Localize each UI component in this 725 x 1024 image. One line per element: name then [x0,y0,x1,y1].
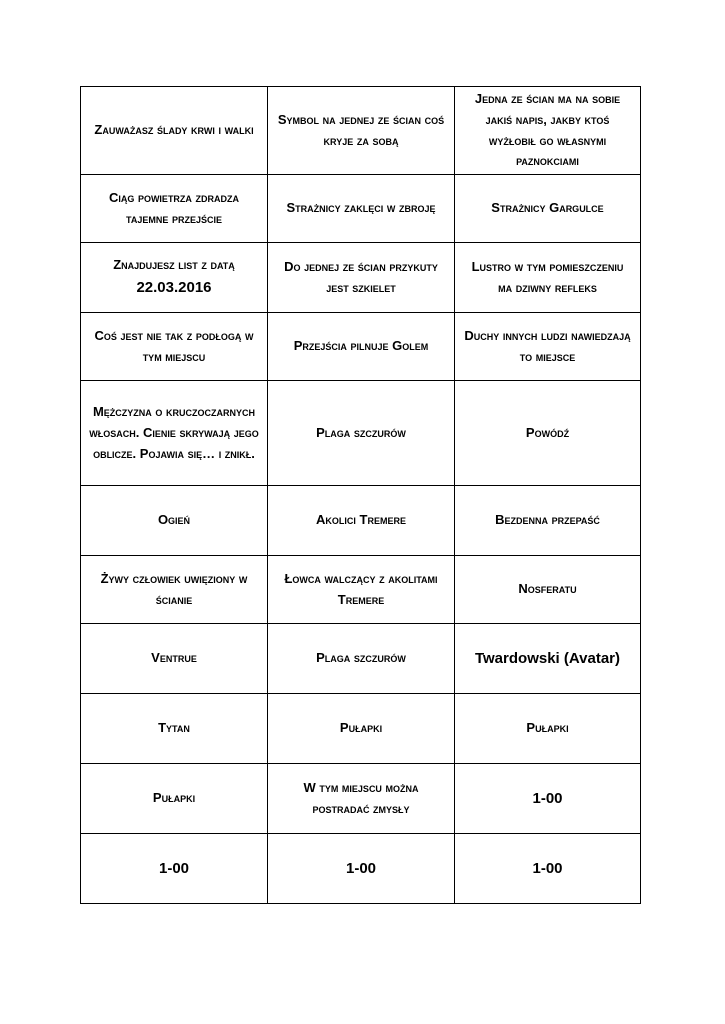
cell-r11-c2: 1-00 [268,834,455,904]
cell-r3-c2: Do jednej ze ścian przykuty jest szkielet [268,243,455,313]
cell-r3-c1-text: Znajdujesz list z datą [113,257,235,273]
cell-r6-c2: Akolici Tremere [268,486,455,556]
table-row [81,556,641,624]
cell-r9-c1: Tytan [81,694,268,764]
cell-r8-c3: Twardowski (Avatar) [455,624,641,694]
cell-r9-c2: Pułapki [268,694,455,764]
cell-r4-c3: Duchy innych ludzi nawiedzają to miejsce [455,313,641,381]
cell-r1-c2: Symbol na jednej ze ścian coś kryje za sobą [268,87,455,175]
table-row [81,834,641,904]
table-row [81,381,641,486]
cell-r7-c1: Żywy człowiek uwięziony w ścianie [81,556,268,624]
cell-r11-c3: 1-00 [455,834,641,904]
cell-r5-c2: Plaga szczurów [268,381,455,486]
table-row [81,486,641,556]
table-row [81,87,641,175]
cell-r1-c3: Jedna ze ścian ma na sobie jakiś napis, jakby ktoś wyżłobił go własnymi paznokciami [455,87,641,175]
table-row [81,624,641,694]
cell-r7-c3: Nosferatu [455,556,641,624]
cell-r9-c3: Pułapki [455,694,641,764]
table-row [81,243,641,313]
cell-r3-c1 [81,243,268,313]
cell-r2-c2: Strażnicy zaklęci w zbroję [268,175,455,243]
cell-r4-c1: Coś jest nie tak z podłogą w tym miejscu [81,313,268,381]
date-text: 22.03.2016 [136,279,212,297]
table-row [81,175,641,243]
cell-r10-c1: Pułapki [81,764,268,834]
table-row [81,313,641,381]
cell-r4-c2: Przejścia pilnuje Golem [268,313,455,381]
cell-r2-c3: Strażnicy Gargulce [455,175,641,243]
cell-r10-c2: W tym miejscu można postradać zmysły [268,764,455,834]
cell-r6-c1: Ogień [81,486,268,556]
cell-r5-c1: Mężczyzna o kruczoczarnych włosach. Cienie skrywają jego oblicze. Pojawia się… i znikł. [81,381,268,486]
cell-r11-c1: 1-00 [81,834,268,904]
cell-r1-c1: Zauważasz ślady krwi i walki [81,87,268,175]
cell-r5-c3: Powódź [455,381,641,486]
cell-r2-c1: Ciąg powietrza zdradza tajemne przejście [81,175,268,243]
cell-r10-c3: 1-00 [455,764,641,834]
table-row [81,764,641,834]
card-table [80,86,641,904]
cell-r6-c3: Bezdenna przepaść [455,486,641,556]
cell-r7-c2: Łowca walczący z akolitami Tremere [268,556,455,624]
cell-r3-c3: Lustro w tym pomieszczeniu ma dziwny refleks [455,243,641,313]
table-row [81,694,641,764]
cell-r8-c2: Plaga szczurów [268,624,455,694]
cell-r8-c1: Ventrue [81,624,268,694]
